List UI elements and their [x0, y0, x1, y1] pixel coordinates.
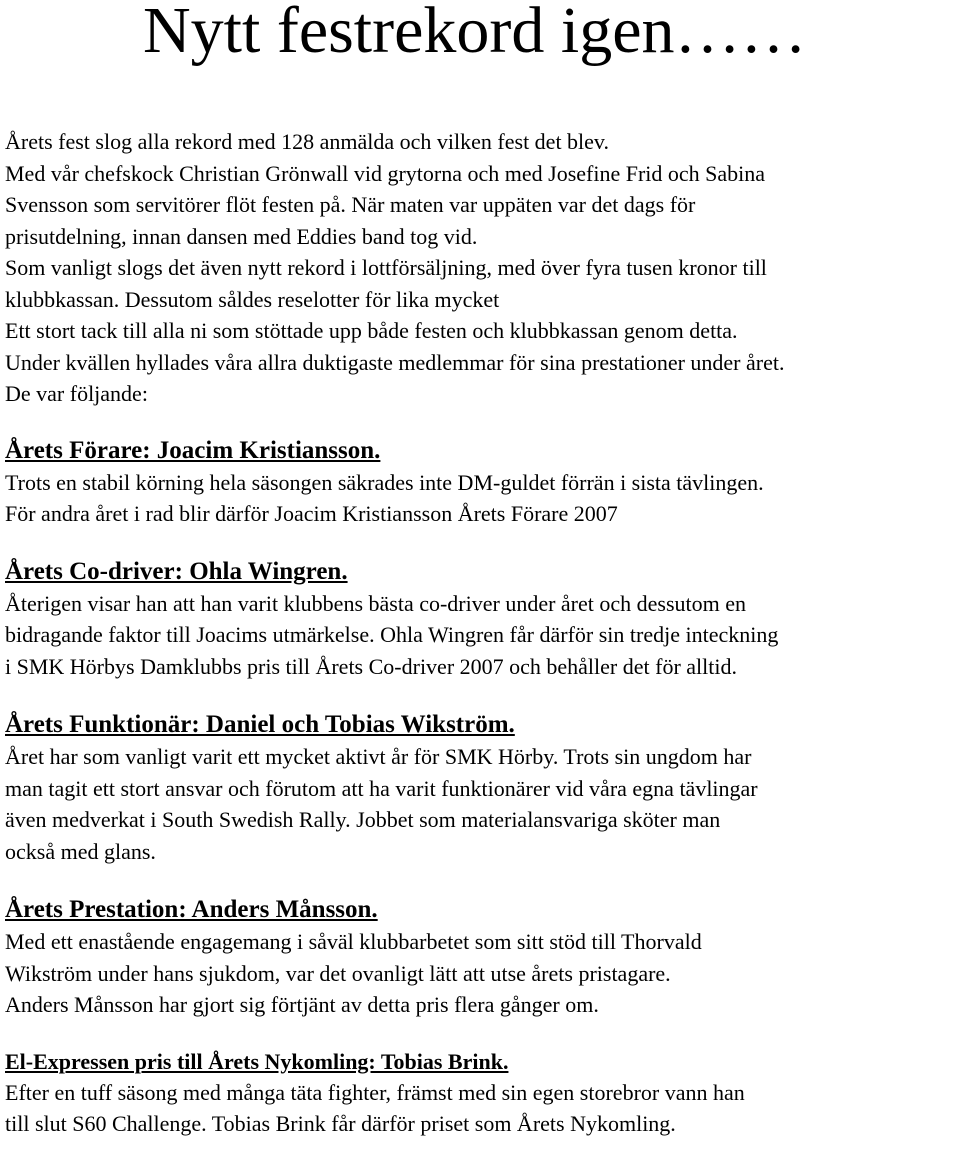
intro-line: De var följande: — [5, 381, 148, 406]
intro-line: Som vanligt slogs det även nytt rekord i lottförsäljning, med över fyra tusen kronor till — [5, 255, 767, 280]
award-text-line: Året har som vanligt varit ett mycket aktivt år för SMK Hörby. Trots sin ungdom har — [5, 744, 752, 769]
award-text-line: Anders Månsson har gjort sig förtjänt av detta pris flera gånger om. — [5, 992, 599, 1017]
page-title: Nytt festrekord igen…… — [143, 0, 807, 67]
award-text-line: Med ett enastående engagemang i såväl klubbarbetet som sitt stöd till Thorvald — [5, 929, 702, 954]
intro-line: Ett stort tack till alla ni som stöttade upp både festen och klubbkassan genom detta. — [5, 318, 738, 343]
award-heading: El-Expressen pris till Årets Nykomling: Tobias Brink. — [5, 1048, 509, 1074]
intro-line: prisutdelning, innan dansen med Eddies band tog vid. — [5, 223, 478, 249]
award-heading: Årets Prestation: Anders Månsson. — [5, 896, 378, 923]
intro-paragraph — [5, 126, 955, 410]
award-section-driver — [5, 435, 955, 530]
intro-line: Årets fest slog alla rekord med 128 anmälda och vilken fest det blev. — [5, 129, 610, 154]
intro-line: Svensson som servitörer flöt festen på. När maten var uppäten var det dags för — [5, 192, 696, 217]
award-heading: Årets Co-driver: Ohla Wingren. — [5, 557, 348, 585]
document-page — [5, 0, 955, 1140]
award-heading: Årets Förare: Joacim Kristiansson. — [5, 436, 381, 464]
award-section-codriver — [5, 556, 955, 683]
award-text-line: i SMK Hörbys Damklubbs pris till Årets Co-driver 2007 och behåller det för alltid. — [5, 653, 737, 679]
award-text-line: bidragande faktor till Joacims utmärkelse. Ohla Wingren får därför sin tredje inteckning — [5, 622, 779, 647]
award-text-line: Wikström under hans sjukdom, var det ovanligt lätt att utse årets pristagare. — [5, 960, 671, 986]
award-heading: Årets Funktionär: Daniel och Tobias Wikström. — [5, 711, 515, 738]
award-text-line: För andra året i rad blir därför Joacim Kristiansson Årets Förare 2007 — [5, 501, 618, 526]
award-text-line: man tagit ett stort ansvar och förutom att ha varit funktionärer vid våra egna tävlingar — [5, 775, 758, 801]
intro-line: Med vår chefskock Christian Grönwall vid grytorna och med Josefine Frid och Sabina — [5, 160, 766, 186]
intro-line: Under kvällen hyllades våra allra duktigaste medlemmar för sina prestationer under året. — [5, 349, 785, 375]
award-text-line: Efter en tuff säsong med många täta fighter, främst med sin egen storebror vann han — [5, 1079, 745, 1105]
award-text-line: Återigen visar han att han varit klubbens bästa co-driver under året och dessutom en — [5, 590, 747, 616]
award-text-line: även medverkat i South Swedish Rally. Jobbet som materialansvariga sköter man — [5, 807, 721, 832]
award-text-line: till slut S60 Challenge. Tobias Brink får därför priset som Årets Nykomling. — [5, 1111, 676, 1136]
award-section-newcomer — [5, 1047, 955, 1140]
award-section-achievement — [5, 894, 955, 1021]
award-text-line: Trots en stabil körning hela säsongen säkrades inte DM-guldet förrän i sista tävlingen. — [5, 469, 764, 495]
award-text-line: också med glans. — [5, 838, 156, 864]
intro-line: klubbkassan. Dessutom såldes reselotter för lika mycket — [5, 286, 500, 312]
award-section-official — [5, 709, 955, 867]
